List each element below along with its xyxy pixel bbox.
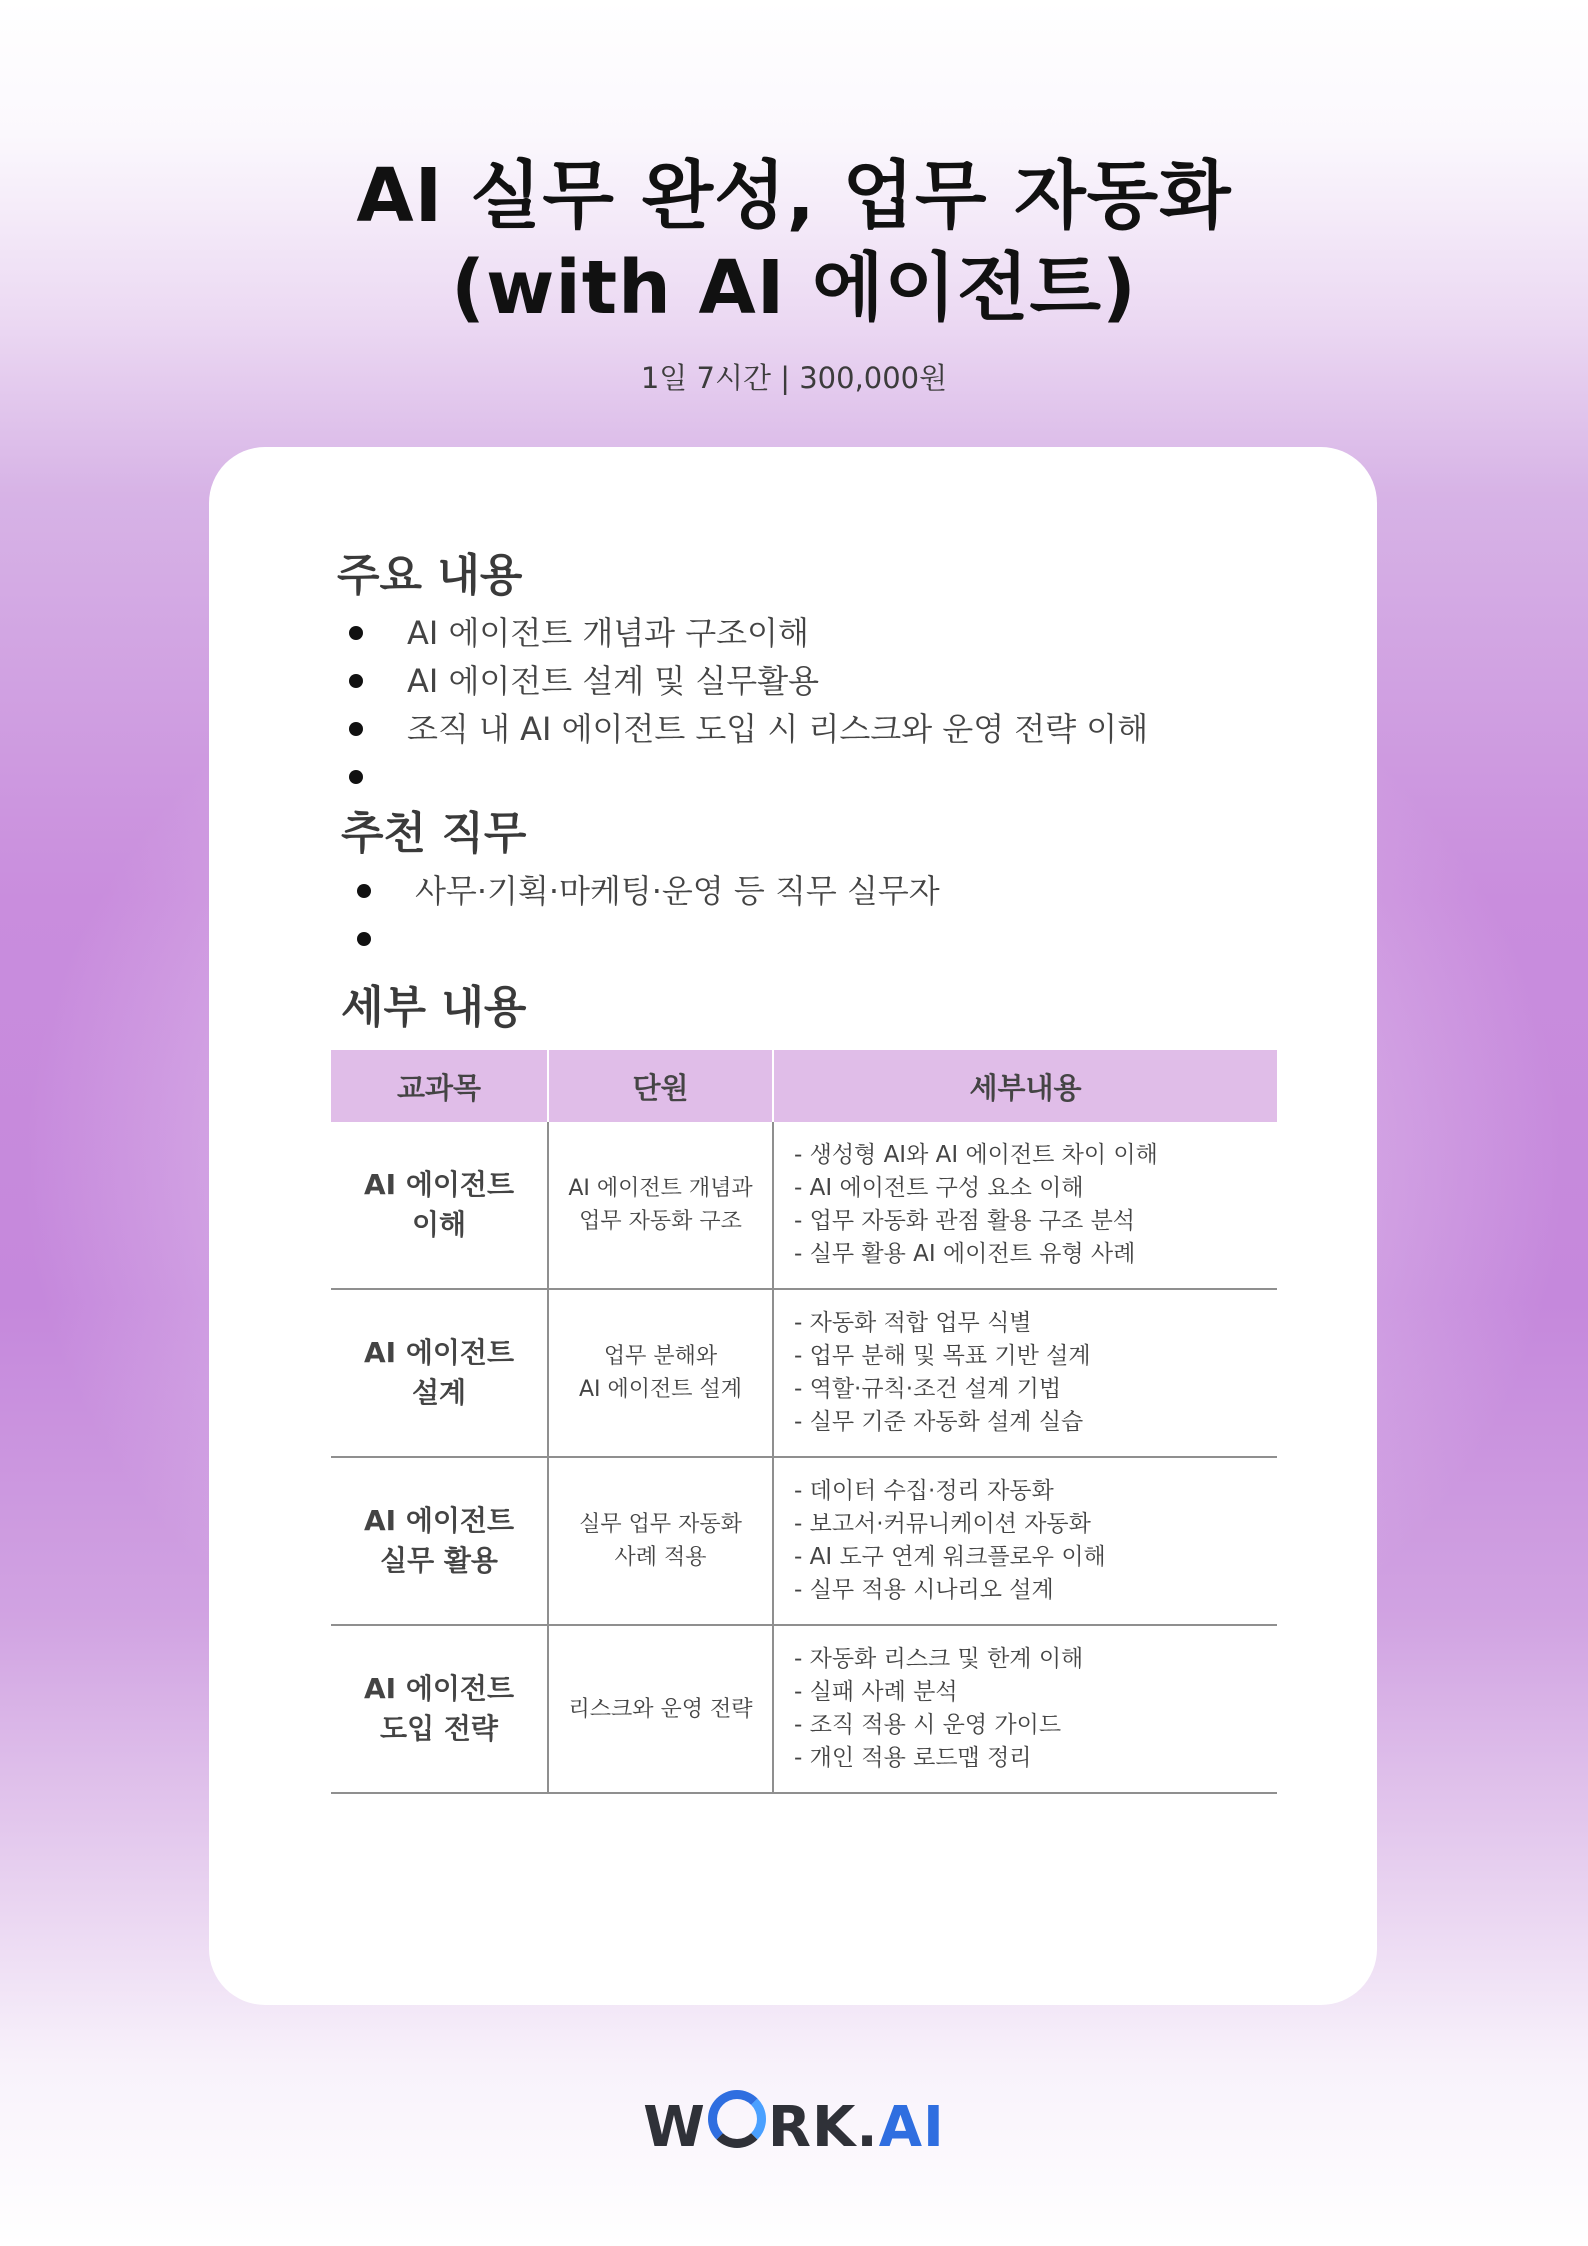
content-cell: - 데이터 수집·정리 자동화 - 보고서·커뮤니케이션 자동화 - AI 도구 연계 워크플로우 이해 - 실무 적용 시나리오 설계 xyxy=(773,1457,1277,1625)
bullet-icon xyxy=(349,722,363,736)
title-line-2: (with AI 에이전트) xyxy=(451,245,1137,331)
logo-ring-icon xyxy=(708,2090,766,2148)
table-row xyxy=(331,1457,1277,1625)
subject-cell: AI 에이전트 도입 전략 xyxy=(331,1625,548,1793)
column-header-content: 세부내용 xyxy=(773,1050,1277,1122)
content-cell: - 생성형 AI와 AI 에이전트 차이 이해 - AI 에이전트 구성 요소 이해 - 업무 자동화 관점 활용 구조 분석 - 실무 활용 AI 에이전트 유형 사례 xyxy=(773,1122,1277,1289)
content-cell: - 자동화 적합 업무 식별 - 업무 분해 및 목표 기반 설계 - 역할·규칙·조건 설계 기법 - 실무 기준 자동화 설계 실습 xyxy=(773,1289,1277,1457)
subject-cell: AI 에이전트 이해 xyxy=(331,1122,548,1289)
bullet-icon xyxy=(349,674,363,688)
subject-cell: AI 에이전트 실무 활용 xyxy=(331,1457,548,1625)
details-heading: 세부 내용 xyxy=(341,982,527,1033)
unit-cell: AI 에이전트 개념과 업무 자동화 구조 xyxy=(548,1122,773,1289)
bullet-icon xyxy=(349,770,363,784)
main-content-heading: 주요 내용 xyxy=(337,550,523,601)
page-title xyxy=(0,150,1588,334)
title-line-1: AI 실무 완성, 업무 자동화 xyxy=(356,153,1232,239)
unit-cell: 실무 업무 자동화 사례 적용 xyxy=(548,1457,773,1625)
course-info: 1일 7시간 | 300,000원 xyxy=(640,361,948,395)
column-header-unit: 단원 xyxy=(548,1050,773,1122)
column-header-subject: 교과목 xyxy=(331,1050,548,1122)
bullet-icon xyxy=(349,626,363,640)
details-table xyxy=(331,1050,1277,1794)
bullet-icon xyxy=(357,884,371,898)
bullet-icon xyxy=(357,932,371,946)
work-ai-logo: W RK.AI xyxy=(0,2090,1588,2160)
content-cell: - 자동화 리스크 및 한계 이해 - 실패 사례 분석 - 조직 적용 시 운영 가이드 - 개인 적용 로드맵 정리 xyxy=(773,1625,1277,1793)
table-row xyxy=(331,1122,1277,1289)
recommended-jobs-heading: 추천 직무 xyxy=(341,808,527,859)
unit-cell: 리스크와 운영 전략 xyxy=(548,1625,773,1793)
table-row xyxy=(331,1289,1277,1457)
table-row xyxy=(331,1625,1277,1793)
table-header-row xyxy=(331,1050,1277,1122)
content-card: 주요 내용 AI 에이전트 개념과 구조이해 AI 에이전트 설계 및 실무활용 조직 내 AI 에이전트 도입 시 리스크와 운영 전략 이해 추천 직무 사무·기획·마케팅·운영 등 직무 실무자 세부 내용 교과목 단원 세부내용 AI 에이전트 이해 AI 에이전트 개념과 업무 자동화 구조 - 생성형 AI와 AI 에이전트 차이 이해 - AI 에이전트 구성 요소 이해 - 업무 자동화 관점 활용 구조 분석 - 실무 활용 AI 에이전트 유형 사례 AI 에이전트 설계 업무 분해와 AI 에이전트 설계 - 자동화 적합 업무 식별 - 업무 분해 및 목표 기반 설계 - 역할·규칙·조건 설계 기법 - 실무 기준 자동화 설계 실습 AI 에이전트 실무 활용 실무 업무 자동화 사례 적용 - 데이터 수집·정리 자동화 - 보고서·커뮤니케이션 자동화 - AI 도구 연계 워크플로우 이해 - 실무 적용 시나리오 설계 AI 에이전트 도입 전략 리스크와 운영 전략 - 자동화 리스크 및 한계 이해 - 실패 사례 분석 - 조직 적용 시 운영 가이드 - 개인 적용 로드맵 정리 xyxy=(209,447,1377,2005)
subject-cell: AI 에이전트 설계 xyxy=(331,1289,548,1457)
unit-cell: 업무 분해와 AI 에이전트 설계 xyxy=(548,1289,773,1457)
